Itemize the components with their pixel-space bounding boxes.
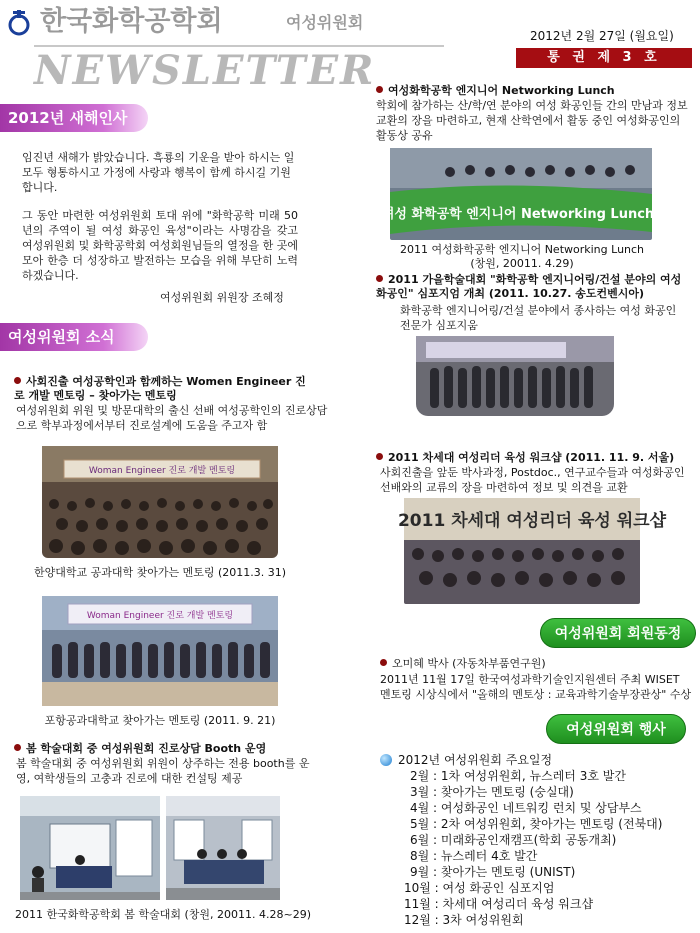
booth-heading	[14, 742, 324, 756]
schedule-item: 11월 : 차세대 여성리더 육성 워크샵	[404, 897, 594, 911]
mentoring-body: 여성위원회 위원 및 방문대학의 출신 선배 여성공학인의 진로상담으로 학부과정에서부터 진로설계에 도움을 주고자 함	[16, 404, 328, 432]
lunch-heading	[376, 84, 692, 98]
schedule-item: 4월 : 여성화공인 네트워킹 런치 및 상담부스	[410, 801, 642, 815]
symposium-heading	[376, 273, 686, 301]
postech-banner-text: Woman Engineer 진로 개발 멘토링	[86, 611, 234, 621]
lunch-photo	[381, 148, 655, 240]
society-logo-icon	[6, 8, 32, 36]
events-heading	[380, 752, 552, 768]
booth-heading-text: 봄 학술대회 중 여성위원회 진로상담 Booth 운영	[26, 742, 267, 755]
events-heading-text: 2012년 여성위원회 주요일정	[398, 753, 553, 767]
schedule-item: 8월 : 뉴스레터 4호 발간	[410, 849, 538, 863]
greeting-signature: 여성위원회 위원장 조혜정	[160, 291, 284, 304]
mentoring-heading	[14, 375, 314, 403]
bullet-icon	[376, 86, 383, 93]
postech-caption: 포항공과대학교 찾아가는 멘토링 (2011. 9. 21)	[44, 714, 276, 727]
bullet-icon	[14, 377, 21, 384]
blue-bullet-icon	[380, 754, 392, 766]
events-section-title: 여성위원회 행사	[546, 714, 686, 744]
newsletter-title: NEWSLETTER	[34, 47, 376, 94]
workshop-photo	[397, 498, 667, 604]
member-name-text: 오미혜 박사 (자동차부품연구원)	[392, 657, 546, 670]
schedule-item: 2월 : 1차 여성위원회, 뉴스레터 3호 발간	[410, 769, 626, 783]
lunch-banner-text: 여성 화학공학 엔지니어 Networking Lunch	[381, 207, 655, 222]
hanyang-mentoring-photo	[42, 446, 278, 558]
mentoring-heading-text: 사회진출 여성공학인과 함께하는 Women Engineer 진로 개발 멘토링 – 찾아가는 멘토링	[14, 375, 306, 402]
issue-badge: 통 권 제 3 호	[516, 48, 692, 68]
lunch-body: 학회에 참가하는 산/학/연 분야의 여성 화공인들 간의 만남과 정보 교환의 장을 마련하고, 현재 산학연에서 활동 중인 여성화공인의 활동상 공유	[376, 99, 688, 142]
bullet-icon	[14, 744, 21, 751]
bullet-icon	[376, 453, 383, 460]
workshop-heading	[376, 451, 692, 465]
members-section-title: 여성위원회 회원동정	[540, 618, 696, 648]
hanyang-caption: 한양대학교 공과대학 찾아가는 멘토링 (2011.3. 31)	[33, 566, 287, 579]
schedule-item: 3월 : 찾아가는 멘토링 (숭실대)	[410, 785, 574, 799]
bullet-icon	[376, 275, 383, 282]
greeting-section-title: 2012년 새해인사	[0, 104, 148, 132]
booth-photo-right	[166, 796, 280, 900]
events-schedule-list	[404, 768, 694, 928]
issue-date: 2012년 2월 27일 (월요일)	[530, 29, 674, 43]
symposium-body: 화학공학 엔지니어링/건설 분야에서 종사하는 여성 화공인 전문가 심포지움	[400, 304, 677, 332]
schedule-item: 10월 : 여성 화공인 심포지엄	[404, 881, 555, 895]
member-name	[380, 656, 546, 671]
symposium-photo	[416, 336, 614, 416]
workshop-heading-text: 2011 차세대 여성리더 육성 워크샵 (2011. 11. 9. 서울)	[388, 451, 675, 464]
hanyang-banner-text: Woman Engineer 진로 개발 멘토링	[88, 466, 236, 476]
lunch-caption-1: 2011 여성화학공학 엔지니어 Networking Lunch	[399, 243, 645, 256]
schedule-item: 12월 : 3차 여성위원회	[404, 913, 524, 927]
schedule-item: 5월 : 2차 여성위원회, 찾아가는 멘토링 (전북대)	[410, 817, 663, 831]
org-name: 한국화학공학회	[40, 6, 223, 37]
schedule-item: 6월 : 미래화공인재캠프(학회 공동개최)	[410, 833, 617, 847]
member-body: 2011년 11월 17일 한국여성과학기술인지원센터 주최 WISET 멘토링 시상식에서 "올해의 멘토상 : 교육과학기술부장관상" 수상	[380, 673, 692, 701]
booth-caption: 2011 한국화학공학회 봄 학술대회 (창원, 20011. 4.28~29)	[14, 908, 311, 921]
greeting-paragraph-1: 임진년 새해가 밝았습니다. 흑룡의 기운을 받아 하시는 일 모두 형통하시고 가정에 사랑과 행복이 함께 하시길 기원합니다.	[22, 151, 295, 194]
workshop-body: 사회진출을 앞둔 박사과정, Postdoc., 연구교수들과 여성화공인 선배와의 교류의 장을 마련하여 정보 및 의견을 교환	[380, 466, 685, 494]
workshop-banner-text: 2011 차세대 여성리더 육성 워크샵	[397, 511, 667, 531]
org-subtitle: 여성위원회	[286, 13, 364, 32]
lunch-caption-2: (창원, 20011. 4.29)	[470, 257, 574, 270]
news-section-title: 여성위원회 소식	[0, 323, 148, 351]
bullet-icon	[380, 659, 387, 666]
booth-body: 봄 학술대회 중 여성위원회 위원이 상주하는 전용 booth를 운영, 여학생들의 고충과 진로에 대한 컨설팅 제공	[16, 757, 310, 785]
postech-mentoring-photo	[42, 596, 278, 706]
schedule-item: 9월 : 찾아가는 멘토링 (UNIST)	[410, 865, 576, 879]
booth-photo-left	[20, 796, 160, 900]
greeting-paragraph-2: 그 동안 마련한 여성위원회 토대 위에 "화학공학 미래 50년의 주역이 될 여성 화공인 육성"이라는 사명감을 갖고 여성위원회 및 화학공학회 여성회원님들의 열정을 한 곳에 모아 한층 더 성장하고 발전하는 모습을 위해 부단히 노력하겠습니다.	[22, 209, 299, 282]
symposium-heading-text: 2011 가을학술대회 "화학공학 엔지니어링/건설 분야의 여성화공인" 심포지엄 개최 (2011. 10.27. 송도컨벤시아)	[376, 273, 682, 300]
lunch-heading-text: 여성화학공학 엔지니어 Networking Lunch	[388, 84, 615, 97]
